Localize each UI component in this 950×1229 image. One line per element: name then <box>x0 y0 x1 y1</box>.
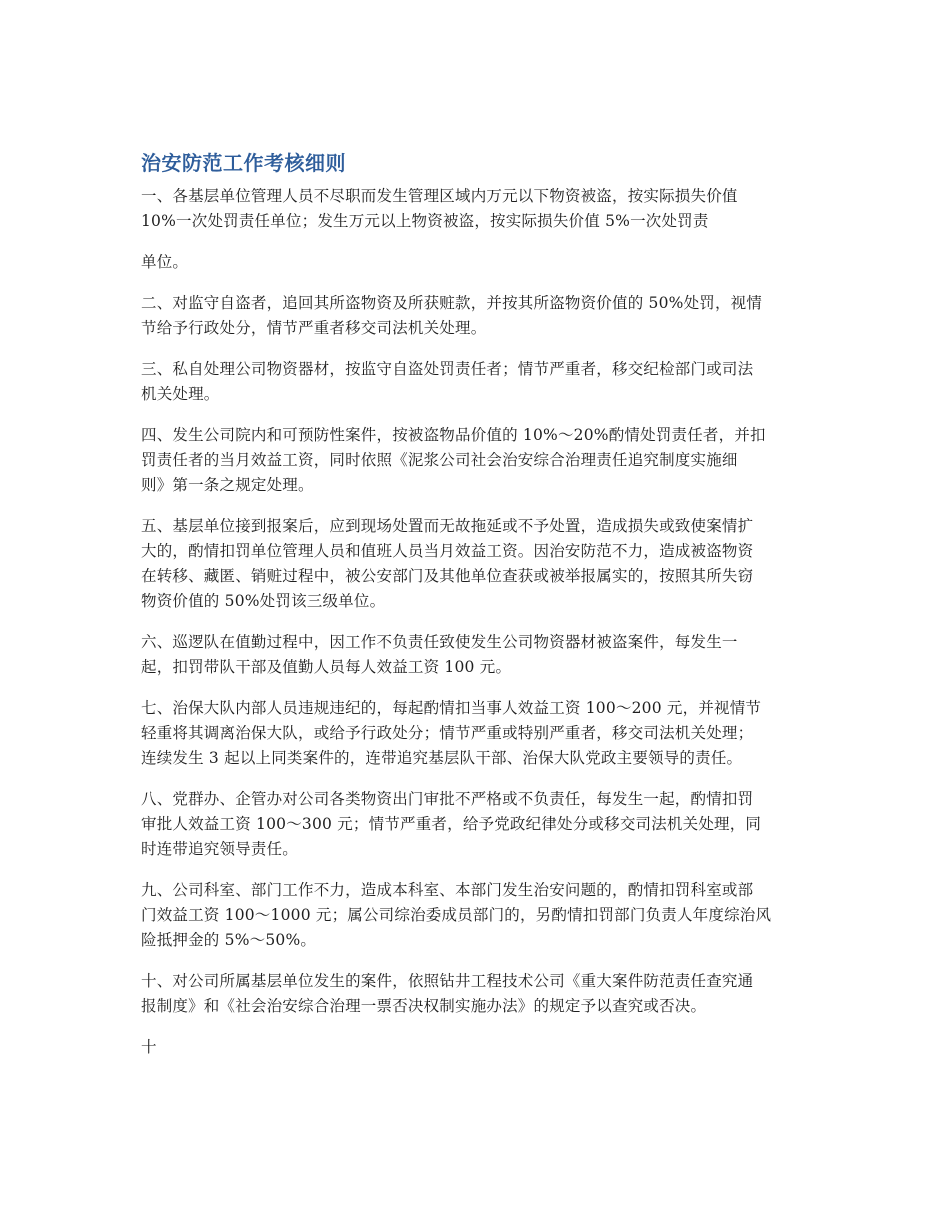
paragraph-4: 四、发生公司院内和可预防性案件，按被盗物品价值的 10%～20%酌情处罚责任者，并扣 罚责任者的当月效益工资，同时依照《泥浆公司社会治安综合治理责任追究制度实施细 则》第一条之规定处理。 <box>141 426 766 494</box>
paragraph-1: 一、各基层单位管理人员不尽职而发生管理区域内万元以下物资被盗，按实际损失价值 10%一次处罚责任单位；发生万元以上物资被盗，按实际损失价值 5%一次处罚责 <box>141 187 738 230</box>
paragraph-11-fragment: 十 <box>141 1038 157 1056</box>
paragraph-9: 九、公司科室、部门工作不力，造成本科室、本部门发生治安问题的，酌情扣罚科室或部 门效益工资 100～1000 元；属公司综治委成员部门的，另酌情扣罚部门负责人年度综治风 险抵押金的 5%～50%。 <box>141 881 772 949</box>
paragraph-1-continuation: 单位。 <box>141 253 189 271</box>
paragraph-3: 三、私自处理公司物资器材，按监守自盗处罚责任者；情节严重者，移交纪检部门或司法 机关处理。 <box>141 360 754 403</box>
paragraph-5: 五、基层单位接到报案后，应到现场处置而无故拖延或不予处置，造成损失或致使案情扩 大的，酌情扣罚单位管理人员和值班人员当月效益工资。因治安防范不力，造成被盗物资 在转移、藏匿、销赃过程中，被公安部门及其他单位查获或被举报属实的，按照其所失窃 物资价值的 50%处罚该三级单位。 <box>141 517 754 610</box>
paragraph-7: 七、治保大队内部人员违规违纪的，每起酌情扣当事人效益工资 100～200 元，并视情节 轻重将其调离治保大队，或给予行政处分；情节严重或特别严重者，移交司法机关处理； 连续发生 3 起以上同类案件的，连带追究基层队干部、治保大队党政主要领导的责任。 <box>141 699 762 767</box>
paragraph-10: 十、对公司所属基层单位发生的案件，依照钻井工程技术公司《重大案件防范责任查究通 报制度》和《社会治安综合治理一票否决权制实施办法》的规定予以查究或否决。 <box>141 972 754 1015</box>
document-title: 治安防范工作考核细则 <box>141 151 346 175</box>
document-page <box>141 148 811 1076</box>
paragraph-2: 二、对监守自盗者，追回其所盗物资及所获赃款，并按其所盗物资价值的 50%处罚，视情 节给予行政处分，情节严重者移交司法机关处理。 <box>141 294 763 337</box>
paragraph-6: 六、巡逻队在值勤过程中，因工作不负责任致使发生公司物资器材被盗案件，每发生一 起，扣罚带队干部及值勤人员每人效益工资 100 元。 <box>141 633 738 676</box>
paragraph-8: 八、党群办、企管办对公司各类物资出门审批不严格或不负责任，每发生一起，酌情扣罚 审批人效益工资 100～300 元；情节严重者，给予党政纪律处分或移交司法机关处理，同 时连带追究领导责任。 <box>141 790 762 858</box>
